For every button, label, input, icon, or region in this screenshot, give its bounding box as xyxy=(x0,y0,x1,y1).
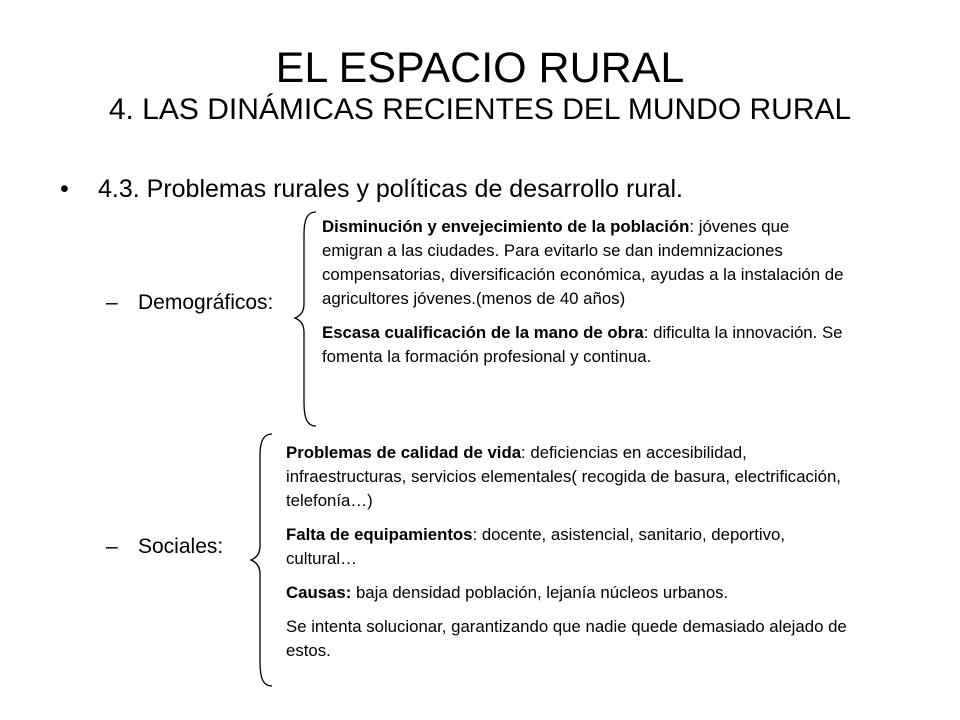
detail-bold: Disminución y envejecimiento de la población xyxy=(322,217,690,236)
detail-text: : deficiencias en accesibilidad, infraestructuras, servicios elementales( recogida de basura, electrificación, telefonía…) xyxy=(286,443,841,510)
detail-paragraph xyxy=(322,321,852,369)
detail-bold: Falta de equipamientos xyxy=(286,525,473,544)
title-block xyxy=(0,44,960,128)
detail-text: baja densidad población, lejanía núcleos urbanos. xyxy=(351,583,729,602)
detail-paragraph xyxy=(286,581,856,605)
detail-text: : docente, asistencial, sanitario, deportivo, cultural… xyxy=(286,525,785,568)
demograficos-label-text: Demográficos: xyxy=(138,291,274,314)
brace-path xyxy=(251,434,272,686)
brace-path xyxy=(295,212,316,426)
slide-title: EL ESPACIO RURAL xyxy=(275,44,685,92)
bullet-text: 4.3. Problemas rurales y políticas de desarrollo rural. xyxy=(98,175,683,203)
dash-marker: – xyxy=(106,535,118,558)
detail-paragraph xyxy=(286,615,856,663)
sociales-details xyxy=(286,441,856,673)
sociales-label xyxy=(106,534,223,560)
detail-text: : dificulta la innovación. Se fomenta la formación profesional y continua. xyxy=(322,323,843,366)
detail-paragraph xyxy=(286,441,856,513)
dash-marker: – xyxy=(106,291,118,314)
slide-subtitle: 4. LAS DINÁMICAS RECIENTES DEL MUNDO RURAL xyxy=(108,93,852,126)
demograficos-label xyxy=(106,290,273,316)
demograficos-details xyxy=(322,215,852,379)
sociales-brace xyxy=(248,432,274,688)
detail-bold: Problemas de calidad de vida xyxy=(286,443,522,462)
demograficos-brace xyxy=(292,210,318,428)
detail-paragraph xyxy=(286,523,856,571)
detail-text: : jóvenes que emigran a las ciudades. Para evitarlo se dan indemnizaciones compensatorias, diversificación económica, ayudas a la instalación de agricultores jóvenes.(menos de 40 años) xyxy=(322,217,844,308)
detail-bold: Causas: xyxy=(286,583,352,602)
sociales-label-text: Sociales: xyxy=(138,535,224,558)
bullet-marker: • xyxy=(60,175,69,203)
detail-paragraph xyxy=(322,215,852,311)
detail-bold: Escasa cualificación de la mano de obra xyxy=(322,323,644,342)
detail-text: Se intenta solucionar, garantizando que nadie quede demasiado alejado de estos. xyxy=(286,617,847,660)
